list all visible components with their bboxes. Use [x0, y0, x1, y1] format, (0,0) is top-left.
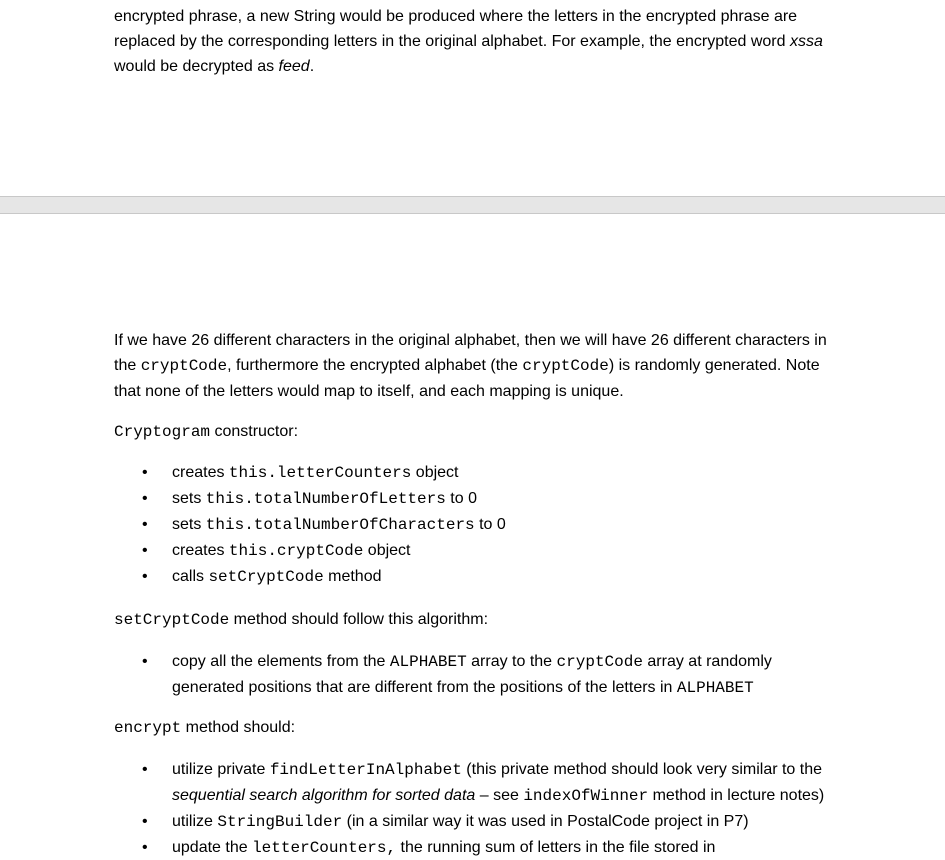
intro-line-1: If we have 26 different characters in the original alphabet, then we will have 26 different characters in	[114, 332, 827, 349]
bullet: •	[142, 813, 148, 830]
list-item	[114, 564, 859, 590]
code-findletterinalphabet: findLetterInAlphabet	[269, 761, 462, 779]
bullet: •	[142, 568, 148, 585]
code-indexofwinner: indexOfWinner	[523, 787, 649, 805]
list-item-text: array at randomly	[642, 653, 772, 670]
list-item-text: – see	[475, 787, 524, 804]
encrypt-heading	[114, 715, 859, 741]
code-setcryptcode: setCryptCode	[208, 568, 324, 586]
list-item-text: object	[363, 542, 411, 559]
code-cryptcode: cryptCode	[522, 357, 609, 375]
list-item-text: sets	[172, 490, 206, 507]
constructor-heading	[114, 419, 859, 445]
page-top	[0, 0, 945, 196]
bullet: •	[142, 542, 148, 559]
code-cryptogram: Cryptogram	[114, 423, 211, 441]
bullet: •	[142, 761, 148, 778]
code-totalnumberofcharacters: this.totalNumberOfCharacters	[205, 516, 475, 534]
list-item-text: creates	[172, 542, 229, 559]
period: .	[309, 58, 315, 75]
list-item-text: method	[323, 568, 382, 585]
list-item	[114, 460, 859, 486]
code-alphabet: ALPHABET	[389, 653, 467, 671]
intro-line-2-a: the	[114, 357, 141, 374]
list-item-text: copy all the elements from the	[172, 653, 390, 670]
code-cryptcode: this.cryptCode	[228, 542, 364, 560]
code-lettercounters: this.letterCounters	[228, 464, 412, 482]
constructor-list	[114, 460, 859, 590]
list-item-text: utilize	[172, 813, 218, 830]
setcryptcode-heading	[114, 607, 859, 633]
top-paragraph	[114, 4, 859, 79]
code-cryptcode: cryptCode	[140, 357, 228, 375]
code-setcryptcode: setCryptCode	[114, 611, 230, 629]
list-item	[114, 757, 859, 809]
code-encrypt: encrypt	[114, 719, 182, 737]
bullet: •	[142, 464, 148, 481]
bullet: •	[142, 839, 148, 856]
top-paragraph-line-3: would be decrypted as	[114, 58, 279, 75]
bullet: •	[142, 653, 148, 670]
list-item-text: the running sum of letters in the file stored in	[396, 839, 716, 856]
list-item-text: method in lecture notes)	[648, 787, 825, 804]
list-item	[114, 649, 859, 701]
code-totalnumberofletters: this.totalNumberOfLetters	[205, 490, 446, 508]
list-item-text: (this private method should look very similar to the	[461, 761, 823, 778]
encrypt-heading-text: method should:	[181, 719, 296, 736]
list-item-text: to 0	[445, 490, 477, 507]
encrypt-list	[114, 757, 859, 860]
page-bottom	[0, 214, 945, 860]
list-item-text: calls	[172, 568, 209, 585]
list-item	[114, 512, 859, 538]
list-item-text: sets	[172, 516, 206, 533]
top-paragraph-line-1: encrypted phrase, a new String would be produced where the letters in the encrypted phrase are	[114, 8, 798, 25]
list-item	[114, 835, 859, 860]
list-item-text: update the	[172, 839, 253, 856]
bullet: •	[142, 516, 148, 533]
list-item-text: array to the	[466, 653, 557, 670]
list-item	[114, 809, 859, 835]
list-item-text: generated positions that are different from the positions of the letters in	[172, 679, 677, 696]
list-item-text: to 0	[474, 516, 506, 533]
example-decrypted-word: feed	[278, 58, 310, 75]
page-break-gap	[0, 196, 945, 214]
list-item-text: (in a similar way it was used in PostalCode project in P7)	[342, 813, 749, 830]
code-alphabet: ALPHABET	[676, 679, 754, 697]
italic-phrase: sequential search algorithm for sorted data	[172, 787, 476, 804]
code-stringbuilder: StringBuilder	[217, 813, 343, 831]
list-item	[114, 538, 859, 564]
intro-line-2-b: , furthermore the encrypted alphabet (the	[227, 357, 523, 374]
setcryptcode-list	[114, 649, 859, 701]
example-encrypted-word: xssa	[789, 33, 823, 50]
intro-line-2-c: ) is randomly generated. Note	[608, 357, 820, 374]
code-lettercounters: letterCounters,	[252, 839, 397, 857]
bullet: •	[142, 490, 148, 507]
code-cryptcode: cryptCode	[556, 653, 643, 671]
list-item-text: creates	[172, 464, 229, 481]
constructor-heading-text: constructor:	[210, 423, 299, 440]
setcryptcode-heading-text: method should follow this algorithm:	[229, 611, 489, 628]
list-item	[114, 486, 859, 512]
intro-line-3: that none of the letters would map to itself, and each mapping is unique.	[114, 383, 624, 400]
list-item-text: object	[411, 464, 459, 481]
intro-paragraph	[114, 328, 859, 404]
top-paragraph-line-2: replaced by the corresponding letters in the original alphabet. For example, the encrypted word	[114, 33, 790, 50]
list-item-text: utilize private	[172, 761, 270, 778]
